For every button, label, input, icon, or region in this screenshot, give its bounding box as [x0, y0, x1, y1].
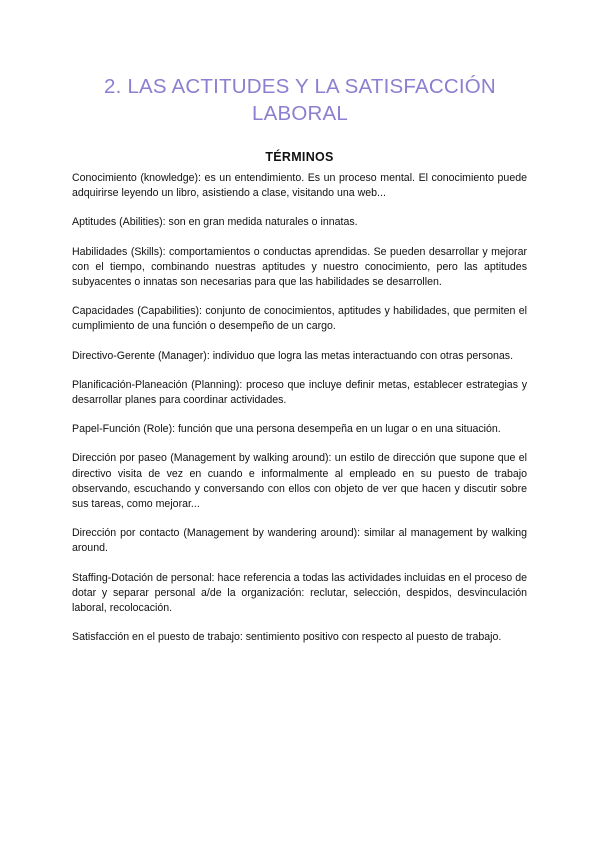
document-title: 2. LAS ACTITUDES Y LA SATISFACCIÓN LABORAL [104, 75, 496, 125]
term-planificacion: Planificación-Planeación (Planning): proceso que incluye definir metas, establecer estrategias y desarrollar planes para coordinar actividades. [72, 378, 527, 407]
term-habilidades: Habilidades (Skills): comportamientos o conductas aprendidas. Se pueden desarrollar y mejorar con el tiempo, combinando nuestras aptitudes y nuestro conocimiento, pero las aptitudes subyacentes o innatas son necesarias para que las habilidades se desarrollen. [72, 245, 527, 289]
section-heading: TÉRMINOS [265, 150, 334, 164]
term-staffing: Staffing-Dotación de personal: hace referencia a todas las actividades incluidas en el proceso de dotar y separar personal a/de la organización: reclutar, selección, despidos, desvinculación laboral, recolocación. [72, 571, 527, 615]
term-direccion-por-paseo: Dirección por paseo (Management by walking around): un estilo de dirección que supone que el directivo visita de vez en cuando e informalmente al empleado en su puesto de trabajo observando, escuchando y conversando con ellos con objeto de ver que hacen y discutir sobre sus tareas, como mejorar... [72, 452, 527, 511]
term-papel-funcion: Papel-Función (Role): función que una persona desempeña en un lugar o en una situación. [72, 423, 501, 436]
term-directivo-gerente: Directivo-Gerente (Manager): individuo que logra las metas interactuando con otras personas. [72, 349, 514, 362]
term-aptitudes: Aptitudes (Abilities): son en gran medida naturales o innatas. [72, 216, 358, 229]
term-direccion-por-contacto: Dirección por contacto (Management by wandering around): similar al management by walking around. [72, 527, 527, 555]
term-capacidades: Capacidades (Capabilities): conjunto de conocimientos, aptitudes y habilidades, que permiten el cumplimiento de una función o desempeño de un cargo. [72, 305, 527, 333]
term-conocimiento: Conocimiento (knowledge): es un entendimiento. Es un proceso mental. El conocimiento puede adquirirse leyendo un libro, asistiendo a clase, visitando una web... [72, 172, 527, 200]
terms-list [72, 171, 527, 659]
term-satisfaccion: Satisfacción en el puesto de trabajo: sentimiento positivo con respecto al puesto de trabajo. [72, 631, 502, 644]
